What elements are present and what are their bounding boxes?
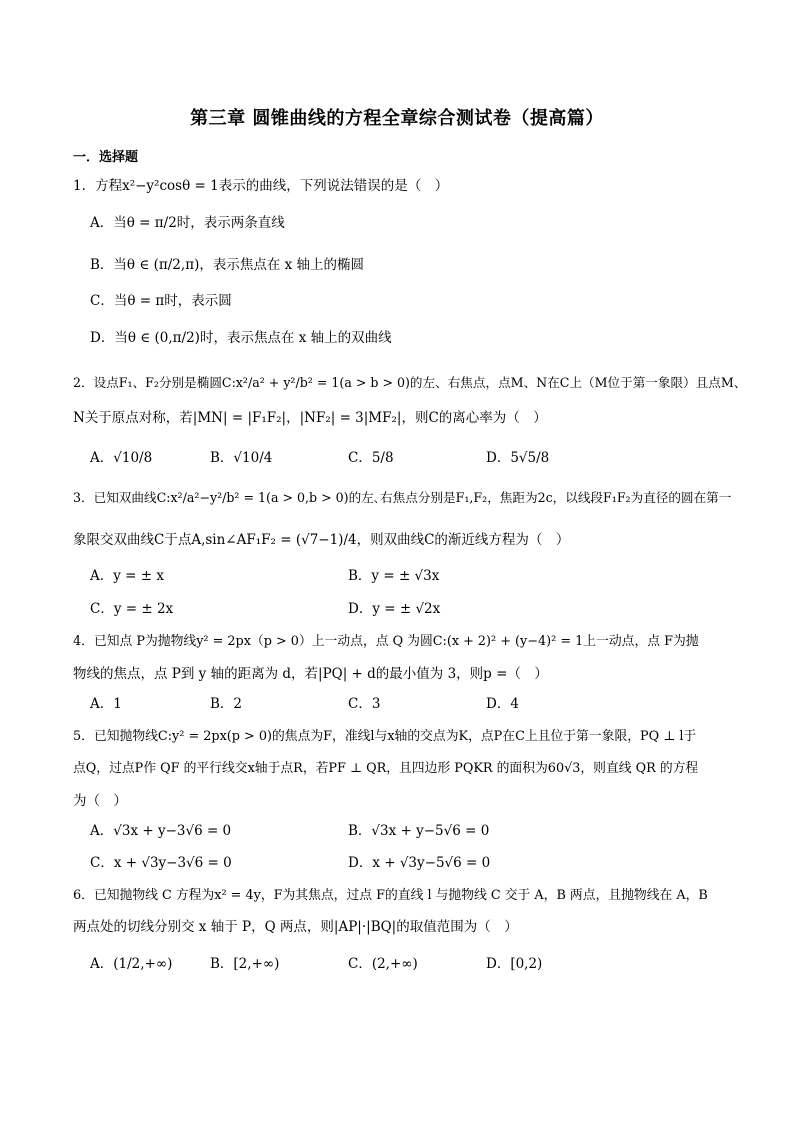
question-2-option-a: A．√10/8 bbox=[90, 450, 153, 466]
question-4-option-d: D．4 bbox=[486, 696, 519, 712]
question-5-option-a: A．√3x + y−3√6 = 0 bbox=[90, 823, 232, 839]
question-2-option-d: D．5√5/8 bbox=[486, 450, 550, 466]
question-4-option-c: C．3 bbox=[348, 696, 381, 712]
page-title: 第三章 圆锥曲线的方程全章综合测试卷（提高篇） bbox=[190, 108, 604, 129]
question-5-stem-line-1: 5．已知抛物线C:y² = 2px(p > 0)的焦点为F，准线l与x轴的交点为K，点P在C上且位于第一象限，PQ ⊥ l于 bbox=[73, 729, 697, 744]
question-3-option-b: B．y = ± √3x bbox=[348, 568, 440, 584]
question-5-option-b: B．√3x + y−5√6 = 0 bbox=[348, 823, 490, 839]
question-1-option-c: C．当θ = π时，表示圆 bbox=[90, 293, 232, 309]
section-heading: 一．选择题 bbox=[73, 150, 139, 165]
question-6-stem-line-2: 两点处的切线分别交 x 轴于 P，Q 两点，则|AP|·|BQ|的取值范围为（ ） bbox=[73, 919, 518, 935]
question-2-option-b: B．√10/4 bbox=[210, 450, 273, 466]
question-2-option-c: C．5/8 bbox=[348, 450, 394, 466]
question-3-stem-line-2: 象限交双曲线C于点A,sin∠AF₁F₂ = (√7−1)/4，则双曲线C的渐近线方程为（ ） bbox=[73, 532, 570, 548]
question-3-option-d: D．y = ± √2x bbox=[348, 601, 441, 617]
question-6-stem-line-1: 6．已知抛物线 C 方程为x² = 4y，F为其焦点，过点 F的直线 l 与抛物线 C 交于 A，B 两点，且抛物线在 A，B bbox=[73, 888, 708, 903]
question-5-stem-line-3: 为（ ） bbox=[73, 793, 127, 809]
question-6-option-b: B．[2,+∞) bbox=[210, 956, 280, 972]
question-1-option-b: B．当θ ∈ (π/2,π)，表示焦点在 x 轴上的椭圆 bbox=[90, 257, 365, 273]
question-5-option-c: C．x + √3y−3√6 = 0 bbox=[90, 855, 232, 871]
question-3-option-a: A．y = ± x bbox=[90, 568, 164, 584]
question-1-stem: 1．方程x²−y²cosθ = 1表示的曲线，下列说法错误的是（ ） bbox=[73, 178, 449, 194]
question-4-stem-line-1: 4．已知点 P为抛物线y² = 2px（p > 0）上一动点，点 Q 为圆C:(x + 2)² + (y−4)² = 1上一动点，点 F为抛 bbox=[73, 634, 699, 649]
question-5-option-d: D．x + √3y−5√6 = 0 bbox=[348, 855, 491, 871]
question-1-option-a: A．当θ = π/2时，表示两条直线 bbox=[90, 215, 285, 231]
question-2-stem-line-1: 2．设点F₁、F₂分别是椭圆C:x²/a² + y²/b² = 1(a > b > 0)的左、右焦点，点M、N在C上（M位于第一象限）且点M、 bbox=[73, 375, 747, 390]
question-4-option-b: B．2 bbox=[210, 696, 243, 712]
question-6-option-c: C．(2,+∞) bbox=[348, 956, 418, 972]
question-4-option-a: A．1 bbox=[90, 696, 122, 712]
question-3-option-c: C．y = ± 2x bbox=[90, 601, 174, 617]
question-6-option-a: A．(1/2,+∞) bbox=[90, 956, 173, 972]
question-2-stem-line-2: N关于原点对称，若|MN| = |F₁F₂|，|NF₂| = 3|MF₂|，则C的离心率为（ ） bbox=[73, 410, 547, 426]
question-6-option-d: D．[0,2) bbox=[486, 956, 543, 972]
question-4-stem-line-2: 物线的焦点，点 P到 y 轴的距离为 d，若|PQ| + d的最小值为 3，则p =（ ） bbox=[73, 666, 548, 682]
question-5-stem-line-2: 点Q，过点P作 QF 的平行线交x轴于点R，若PF ⊥ QR，且四边形 PQKR 的面积为60√3，则直线 QR 的方程 bbox=[73, 761, 699, 776]
question-3-stem-line-1: 3．已知双曲线C:x²/a²−y²/b² = 1(a > 0,b > 0)的左､右焦点分别是F₁,F₂，焦距为2c，以线段F₁F₂为直径的圆在第一 bbox=[73, 490, 732, 505]
question-1-option-d: D．当θ ∈ (0,π/2)时，表示焦点在 x 轴上的双曲线 bbox=[90, 330, 392, 346]
